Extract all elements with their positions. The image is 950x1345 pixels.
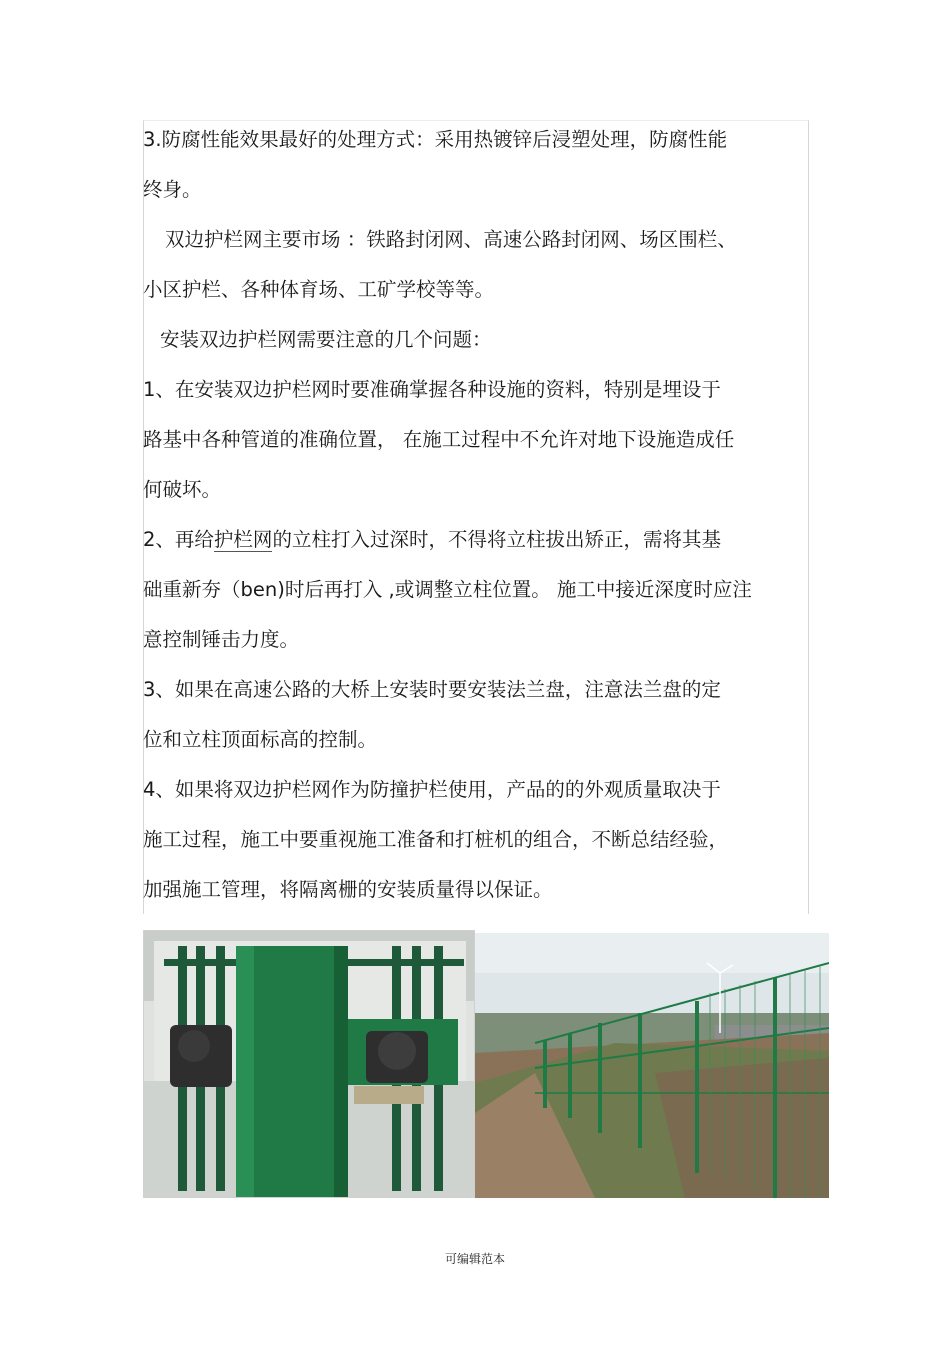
item1-line1: 1、在安装双边护栏网时要准确掌握各种设施的资料，特别是埋设于 (143, 378, 721, 401)
paragraph-market-line1: 双边护栏网主要市场 ：铁路封闭网、高速公路封闭网、场区围栏、 (165, 228, 737, 251)
paragraph-market-line2: 小区护栏、各种体育场、工矿学校等等。 (143, 278, 495, 301)
item3-line2: 位和立柱顶面标高的控制。 (143, 728, 378, 751)
guardrail-link[interactable]: 护栏网 (213, 528, 273, 551)
item1-line3: 何破坏。 (143, 478, 222, 501)
item2-line2: 础重新夯（ben)时后再打入 ,或调整立柱位置。 施工中接近深度时应注 (143, 578, 752, 601)
item3-line1: 3、如果在高速公路的大桥上安装时要安装法兰盘，注意法兰盘的定 (143, 678, 721, 701)
paragraph-anticorrosion-line2: 终身。 (143, 178, 202, 201)
item4-line2: 施工过程，施工中要重视施工准备和打桩机的组合，不断总结经验， (143, 828, 729, 851)
item4-line1: 4、如果将双边护栏网作为防撞护栏使用，产品的的外观质量取决于 (143, 778, 721, 801)
paragraph-anticorrosion-line1: 3.防腐性能效果最好的处理方式：采用热镀锌后浸塑处理，防腐性能 (143, 128, 728, 151)
fence-field-photo (475, 933, 829, 1198)
item1-line2: 路基中各种管道的准确位置， 在施工过程中不允许对地下设施造成任 (143, 428, 735, 451)
item2-suffix: 的立柱打入过深时，不得将立柱拔出矫正，需将其基 (272, 528, 721, 551)
footer-label: 可编辑范本 (444, 1252, 505, 1266)
item2-line3: 意控制锤击力度。 (143, 628, 300, 651)
item2-prefix: 2、再给 (143, 528, 214, 551)
item2-line1 (143, 527, 721, 553)
paragraph-notes-heading: 安装双边护栏网需要注意的几个问题： (160, 328, 492, 351)
photo-strip (143, 930, 829, 1198)
item4-line3: 加强施工管理，将隔离栅的安装质量得以保证。 (143, 878, 553, 901)
fence-clamp-photo (143, 930, 475, 1198)
